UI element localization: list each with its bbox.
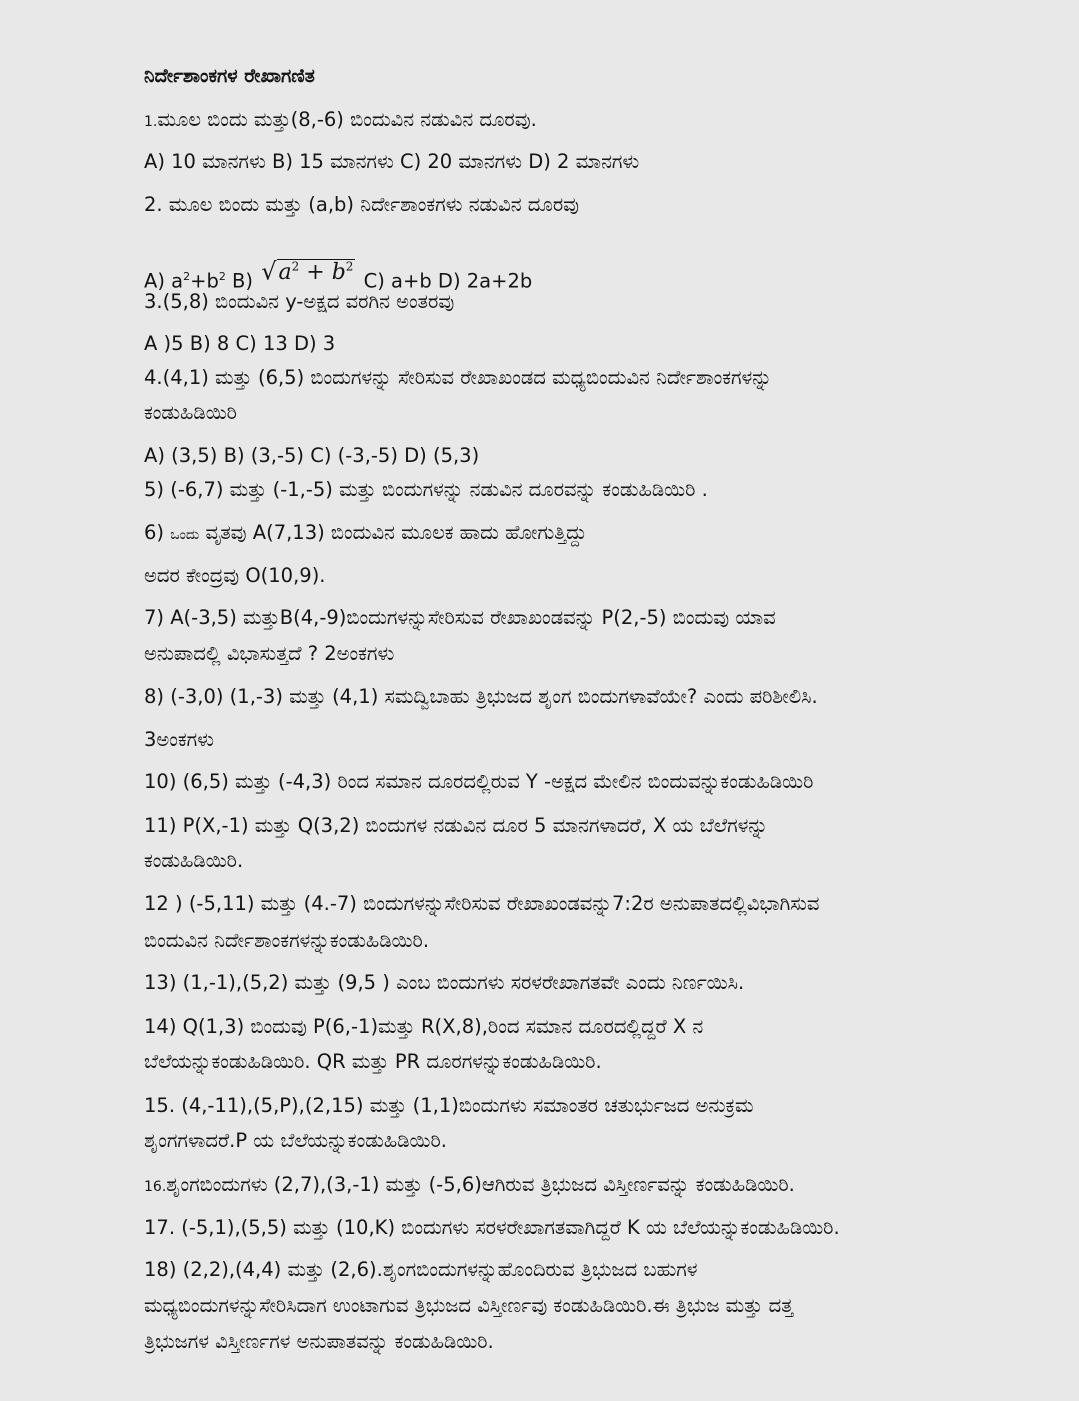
question-8-cont: 3ಅಂಕಗಳು — [144, 728, 215, 751]
question-18-cont-2: ತ್ರಿಭುಜಗಳ ವಿಸ್ತೀರ್ಣಗಳ ಅನುಪಾತವನ್ನು ಕಂಡುಹಿಡಿಯಿರಿ. — [144, 1330, 494, 1353]
question-12-cont: ಬಿಂದುವಿನ ನಿರ್ದೇಶಾಂಕಗಳನ್ನುಕಂಡುಹಿಡಿಯಿರಿ. — [144, 929, 430, 952]
question-text-small: ಒಂದು — [170, 527, 200, 543]
radical-sign: √ — [261, 257, 277, 286]
question-18: 18) (2,2),(4,4) ಮತ್ತು (2,6).ಶೃಂಗಬಿಂದುಗಳನ್ನುಹೊಂದಿರುವ ತ್ರಿಭುಜದ ಬಹುಗಳ — [144, 1258, 698, 1281]
question-text: ಮೂಲ ಬಿಂದು ಮತ್ತು(8,-6) ಬಿಂದುವಿನ ನಡುವಿನ ದೂರವು. — [157, 108, 537, 131]
question-6 — [144, 520, 587, 548]
question-1 — [144, 107, 537, 135]
exponent: 2 — [218, 269, 226, 283]
option-a-text: +b — [190, 269, 219, 293]
math-var: a — [278, 260, 292, 286]
question-11: 11) P(X,-1) ಮತ್ತು Q(3,2) ಬಿಂದುಗಳ ನಡುವಿನ ದೂರ 5 ಮಾನಗಳಾದರೆ, X ಯ ಬೆಲೆಗಳನ್ನು — [144, 814, 768, 837]
question-8: 8) (-3,0) (1,-3) ಮತ್ತು (4,1) ಸಮದ್ವಿಬಾಹು ತ್ರಿಭುಜದ ಶೃಂಗ ಬಿಂದುಗಳಾವೆಯೇ? ಎಂದು ಪರಿಶೀಲಿಸಿ. — [144, 685, 818, 708]
question-17: 17. (-5,1),(5,5) ಮತ್ತು (10,K) ಬಿಂದುಗಳು ಸರಳರೇಖಾಗತವಾಗಿದ್ದರೆ K ಯ ಬೆಲೆಯನ್ನುಕಂಡುಹಿಡಿಯಿರಿ. — [144, 1216, 840, 1239]
question-14: 14) Q(1,3) ಬಿಂದುವು P(6,-1)ಮತ್ತು R(X,8),ರಿಂದ ಸಮಾನ ದೂರದಲ್ಲಿದ್ದರೆ X ನ — [144, 1015, 704, 1038]
option-b-label: B) — [225, 269, 260, 293]
question-3-options: A )5 B) 8 C) 13 D) 3 — [144, 332, 336, 355]
square-root-expression — [261, 254, 355, 286]
question-1-options: A) 10 ಮಾನಗಳು B) 15 ಮಾನಗಳು C) 20 ಮಾನಗಳು D) 2 ಮಾನಗಳು — [144, 150, 640, 173]
question-13: 13) (1,-1),(5,2) ಮತ್ತು (9,5 ) ಎಂಬ ಬಿಂದುಗಳು ಸರಳರೇಖಾಗತವೇ ಎಂದು ನಿರ್ಣಯಿಸಿ. — [144, 971, 745, 994]
question-text: ವೃತವು A(7,13) ಬಿಂದುವಿನ ಮೂಲಕ ಹಾದು ಹೋಗುತ್ತಿದ್ದು — [199, 521, 587, 544]
question-number: 6) — [144, 521, 171, 544]
options-rest: C) a+b D) 2a+2b — [357, 269, 533, 293]
question-15-cont: ಶೃಂಗಗಳಾದರೆ.P ಯ ಬೆಲೆಯನ್ನುಕಂಡುಹಿಡಿಯಿರಿ. — [144, 1129, 447, 1152]
question-4-options: A) (3,5) B) (3,-5) C) (-3,-5) D) (5,3) — [144, 444, 480, 467]
question-3: 3.(5,8) ಬಿಂದುವಿನ y-ಅಕ್ಷದ ವರಗಿನ ಅಂತರವು — [144, 290, 455, 313]
question-7-cont: ಅನುಪಾದಲ್ಲಿ ವಿಭಾಸುತ್ತದೆ ? 2ಅಂಕಗಳು — [144, 642, 395, 665]
question-4: 4.(4,1) ಮತ್ತು (6,5) ಬಿಂದುಗಳನ್ನು ಸೇರಿಸುವ ರೇಖಾಖಂಡದ ಮಧ್ಯಬಿಂದುವಿನ ನಿರ್ದೇಶಾಂಕಗಳನ್ನು — [144, 366, 772, 389]
question-11-cont: ಕಂಡುಹಿಡಿಯಿರಿ. — [144, 849, 244, 872]
exponent: 2 — [183, 269, 191, 283]
page-title: ನಿರ್ದೇಶಾಂಕಗಳ ರೇಖಾಗಣಿತ — [144, 65, 315, 87]
question-7: 7) A(-3,5) ಮತ್ತುB(4,-9)ಬಿಂದುಗಳನ್ನುಸೇರಿಸುವ ರೇಖಾಖಂಡವನ್ನು P(2,-5) ಬಿಂದುವು ಯಾವ — [144, 606, 776, 629]
question-15: 15. (4,-11),(5,P),(2,15) ಮತ್ತು (1,1)ಬಿಂದುಗಳು ಸಮಾಂತರ ಚತುರ್ಭುಜದ ಅನುಕ್ರಮ — [144, 1094, 754, 1117]
question-6-cont: ಅದರ ಕೇಂದ್ರವು O(10,9). — [144, 564, 326, 587]
question-number: 1. — [144, 114, 158, 130]
question-2: 2. ಮೂಲ ಬಿಂದು ಮತ್ತು (a,b) ನಿರ್ದೇಶಾಂಕಗಳು ನಡುವಿನ ದೂರವು — [144, 193, 580, 216]
math-var: b — [331, 260, 346, 286]
plus-sign: + — [299, 260, 332, 286]
question-12: 12 ) (-5,11) ಮತ್ತು (4.-7) ಬಿಂದುಗಳನ್ನುಸೇರಿಸುವ ರೇಖಾಖಂಡವನ್ನು7:2ರ ಅನುಪಾತದಲ್ಲಿವಿಭಾಗಿಸುವ — [144, 892, 820, 915]
question-number: 16. — [144, 1179, 167, 1195]
exponent: 2 — [291, 260, 300, 274]
option-a-text: A) a — [144, 269, 184, 293]
exponent: 2 — [345, 260, 354, 274]
question-10: 10) (6,5) ಮತ್ತು (-4,3) ರಿಂದ ಸಮಾನ ದೂರದಲ್ಲಿರುವ Y -ಅಕ್ಷದ ಮೇಲಿನ ಬಿಂದುವನ್ನುಕಂಡುಹಿಡಿಯಿರಿ — [144, 770, 814, 793]
question-16 — [144, 1172, 795, 1200]
question-14-cont: ಬೆಲೆಯನ್ನುಕಂಡುಹಿಡಿಯಿರಿ. QR ಮತ್ತು PR ದೂರಗಳನ್ನುಕಂಡುಹಿಡಿಯಿರಿ. — [144, 1050, 602, 1073]
question-5: 5) (-6,7) ಮತ್ತು (-1,-5) ಮತ್ತು ಬಿಂದುಗಳನ್ನು ನಡುವಿನ ದೂರವನ್ನು ಕಂಡುಹಿಡಿಯಿರಿ . — [144, 478, 708, 501]
question-4-cont: ಕಂಡುಹಿಡಿಯಿರಿ — [144, 401, 237, 424]
radicand — [277, 259, 356, 285]
question-text: ಶೃಂಗಬಿಂದುಗಳು (2,7),(3,-1) ಮತ್ತು (-5,6)ಆಗಿರುವ ತ್ರಿಭುಜದ ವಿಸ್ತೀರ್ಣವನ್ನು ಕಂಡುಹಿಡಿಯಿರಿ. — [166, 1173, 795, 1196]
question-18-cont: ಮಧ್ಯಬಿಂದುಗಳನ್ನುಸೇರಿಸಿದಾಗ ಉಂಟಾಗುವ ತ್ರಿಭುಜದ ವಿಸ್ತೀರ್ಣವು ಕಂಡುಹಿಡಿಯಿರಿ.ಈ ತ್ರಿಭುಜ ಮತ್ತು ದತ್ತ — [144, 1294, 794, 1317]
